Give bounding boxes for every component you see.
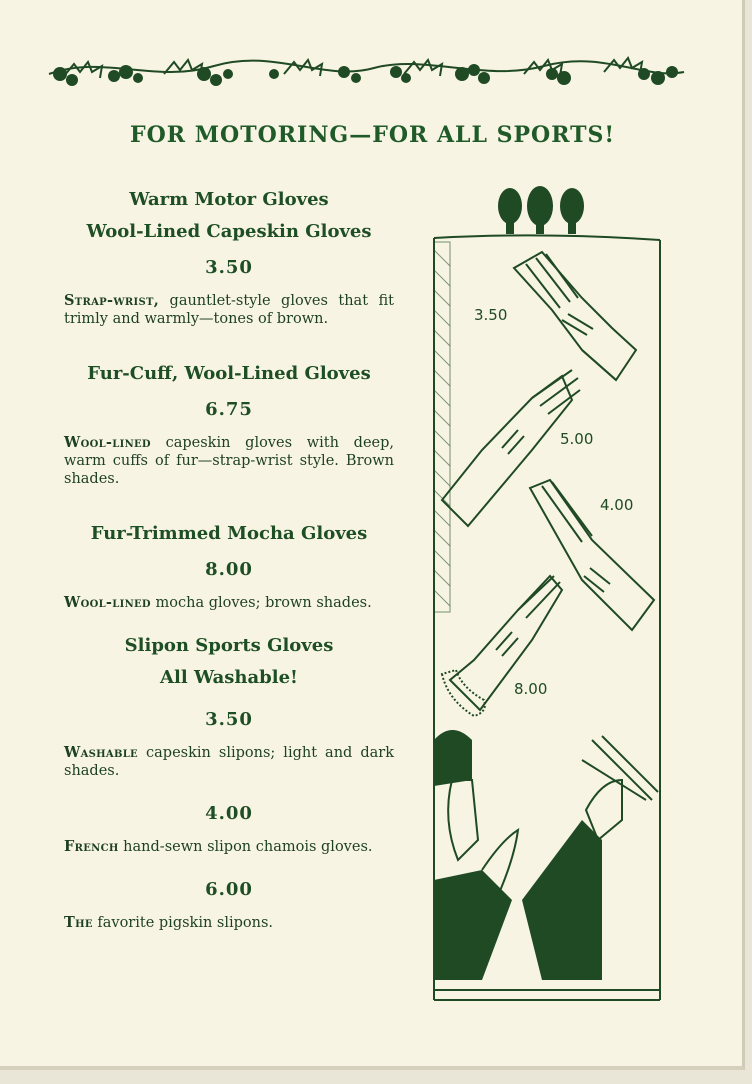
holly-border-ornament bbox=[44, 44, 689, 94]
product-subtitle: Wool-Lined Capeskin Gloves bbox=[86, 221, 372, 242]
glove-icon bbox=[530, 480, 654, 630]
product-price: 4.00 bbox=[205, 803, 253, 824]
product-title: Slipon Sports Gloves bbox=[124, 635, 334, 656]
product-item bbox=[64, 802, 394, 856]
illustration-price-tag: 5.00 bbox=[560, 430, 594, 448]
product-item bbox=[64, 634, 394, 780]
product-price: 3.50 bbox=[205, 257, 253, 278]
product-description: Strap-wrist, gauntlet-style gloves that fit trimly and warmly—tones of brown. bbox=[64, 292, 394, 327]
product-description: French hand-sewn slipon chamois gloves. bbox=[64, 838, 373, 855]
product-item bbox=[64, 522, 394, 612]
illustration-price-tag: 3.50 bbox=[474, 306, 508, 324]
illustration-price-tag: 4.00 bbox=[600, 496, 634, 514]
lady-figure-illustration bbox=[434, 730, 658, 980]
product-item bbox=[64, 188, 394, 328]
product-price: 6.75 bbox=[205, 399, 253, 420]
product-column bbox=[64, 188, 394, 932]
product-item bbox=[64, 878, 394, 932]
illustration-price-tag: 8.00 bbox=[514, 680, 548, 698]
product-price: 3.50 bbox=[205, 709, 253, 730]
product-title: Fur-Cuff, Wool-Lined Gloves bbox=[87, 363, 371, 384]
product-title: Warm Motor Gloves bbox=[129, 189, 329, 210]
product-description: Wool-lined mocha gloves; brown shades. bbox=[64, 594, 372, 611]
product-subtitle: All Washable! bbox=[160, 667, 298, 688]
topiary-trees-icon bbox=[498, 186, 584, 234]
product-item bbox=[64, 362, 394, 488]
product-title: Fur-Trimmed Mocha Gloves bbox=[90, 523, 368, 544]
page-headline: FOR MOTORING—FOR ALL SPORTS! bbox=[129, 122, 616, 148]
product-description: Wool-lined capeskin gloves with deep, warm cuffs of fur—strap-wrist style. Brown shades. bbox=[64, 434, 394, 487]
product-description: The favorite pigskin slipons. bbox=[64, 914, 274, 931]
product-price: 6.00 bbox=[205, 879, 253, 900]
product-price: 8.00 bbox=[205, 559, 253, 580]
glove-icon bbox=[442, 370, 580, 526]
product-description: Washable capeskin slipons; light and dark shades. bbox=[64, 744, 394, 779]
glove-icon bbox=[514, 252, 636, 380]
gloves-illustration bbox=[422, 180, 672, 1010]
